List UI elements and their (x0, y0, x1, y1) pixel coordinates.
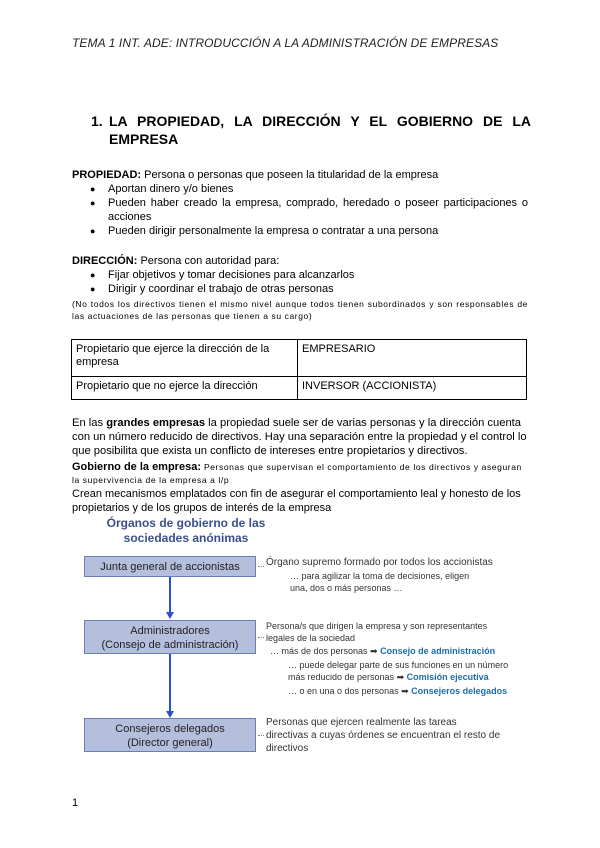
admin-desc-pre: … o en una o dos personas ➡ (288, 686, 412, 696)
direccion-label: DIRECCIÓN: (72, 255, 138, 267)
diagram-title-line1: Órganos de gobierno de las (106, 516, 266, 530)
admin-desc (270, 645, 495, 657)
bullet-icon: ● (90, 184, 96, 194)
grandes-post: la propiedad suele ser de varias personas y la dirección cuenta con un número reducido de directivos. Hay una separación entre la propiedad y el control lo que posibilita que exista un conflicto de intereses entre propietarios y directivos. (72, 417, 527, 457)
junta-desc: Órgano supremo formado por todos los accionistas (266, 557, 493, 568)
dotted-connector (258, 735, 264, 736)
gobierno-text: Personas que supervisan el comportamiento de los directivos y aseguran la supervivencia de la empresa a l/p (72, 462, 522, 485)
bullet-text: Pueden haber creado la empresa, comprado, heredado o poseer participaciones o acciones (108, 197, 528, 223)
connector-line (169, 654, 171, 712)
diagram-title-line2: sociedades anónimas (123, 531, 249, 545)
admin-desc (288, 671, 489, 683)
grandes-bold: grandes empresas (106, 417, 206, 429)
section-number: 1. (91, 113, 103, 129)
dotted-connector (258, 566, 264, 567)
table-cell: EMPRESARIO (298, 340, 527, 377)
consejeros-box (84, 718, 256, 752)
page-header: TEMA 1 INT. ADE: INTRODUCCIÓN A LA ADMINISTRACIÓN DE EMPRESAS (72, 36, 499, 50)
arrow-down-icon (166, 711, 174, 718)
consejeros-box-line1: Consejeros delegados (115, 723, 225, 735)
admin-desc-highlight: Consejo de administración (380, 646, 496, 656)
bullet-text: Aportan dinero y/o bienes (108, 183, 234, 195)
consejeros-desc: directivas a cuyas órdenes se encuentran el resto de (266, 730, 501, 741)
administradores-box-line1: Administradores (130, 625, 210, 637)
grandes-paragraph (72, 416, 528, 458)
bullet-icon: ● (90, 284, 96, 294)
propiedad-paragraph (72, 168, 532, 182)
table-row (72, 377, 527, 400)
table-cell: Propietario que no ejerce la dirección (72, 377, 298, 400)
administradores-box (84, 620, 256, 654)
grandes-pre: En las (72, 417, 107, 429)
list-item (90, 268, 528, 282)
junta-desc: … para agilizar la toma de decisiones, eligen (290, 571, 470, 581)
consejeros-box-line2: (Director general) (127, 737, 213, 749)
consejeros-desc: directivos (266, 743, 309, 754)
table-cell: Propietario que ejerce la dirección de la empresa (72, 340, 298, 377)
table-row (72, 340, 527, 377)
list-item (90, 196, 528, 224)
bullet-text: Pueden dirigir personalmente la empresa o contratar a una persona (108, 225, 439, 237)
gobierno-paragraph (72, 460, 528, 486)
admin-desc-pre: más reducido de personas ➡ (288, 672, 407, 682)
owner-table (71, 339, 527, 400)
connector-line (169, 577, 171, 613)
direccion-text: Persona con autoridad para: (137, 255, 280, 267)
list-item (90, 282, 528, 296)
bullet-text: Fijar objetivos y tomar decisiones para alcanzarlos (108, 269, 355, 281)
admin-desc: … puede delegar parte de sus funciones en un número (288, 660, 509, 670)
section-heading (91, 112, 531, 148)
admin-desc (288, 685, 507, 697)
diagram-title (96, 516, 276, 546)
junta-box (84, 556, 256, 577)
admin-desc: Persona/s que dirigen la empresa y son representantes (266, 621, 488, 631)
arrow-down-icon (166, 612, 174, 619)
junta-box-label: Junta general de accionistas (100, 561, 240, 573)
section-title: LA PROPIEDAD, LA DIRECCIÓN Y EL GOBIERNO DE LA EMPRESA (109, 113, 531, 147)
gobierno-paragraph-2: Crean mecanismos emplatados con fin de asegurar el comportamiento leal y honesto de los propietarios y de los grupos de interés de la empresa (72, 488, 521, 514)
propiedad-label: PROPIEDAD: (72, 169, 142, 181)
bullet-icon: ● (90, 198, 96, 208)
dotted-connector (258, 637, 264, 638)
list-item (90, 182, 528, 196)
direccion-paragraph (72, 254, 532, 268)
bullet-text: Dirigir y coordinar el trabajo de otras personas (108, 283, 334, 295)
list-item (90, 224, 528, 238)
junta-desc: una, dos o más personas … (290, 583, 403, 593)
admin-desc-pre: … más de dos personas ➡ (270, 646, 381, 656)
bullet-icon: ● (90, 270, 96, 280)
admin-desc-highlight: Comisión ejecutiva (406, 672, 489, 682)
admin-desc-highlight: Consejeros delegados (411, 686, 508, 696)
gobierno-label: Gobierno de la empresa: (72, 461, 201, 473)
admin-desc: legales de la sociedad (266, 633, 356, 643)
direccion-note: (No todos los directivos tienen el mismo nivel aunque todos tienen subordinados y son responsables de las actuaciones de las personas que tienen a su cargo) (72, 299, 528, 321)
bullet-icon: ● (90, 226, 96, 236)
administradores-box-line2: (Consejo de administración) (101, 639, 239, 651)
consejeros-desc: Personas que ejercen realmente las tareas (266, 717, 457, 728)
propiedad-text: Persona o personas que poseen la titularidad de la empresa (141, 169, 439, 181)
page-number: 1 (72, 797, 79, 809)
table-cell: INVERSOR (ACCIONISTA) (298, 377, 527, 400)
